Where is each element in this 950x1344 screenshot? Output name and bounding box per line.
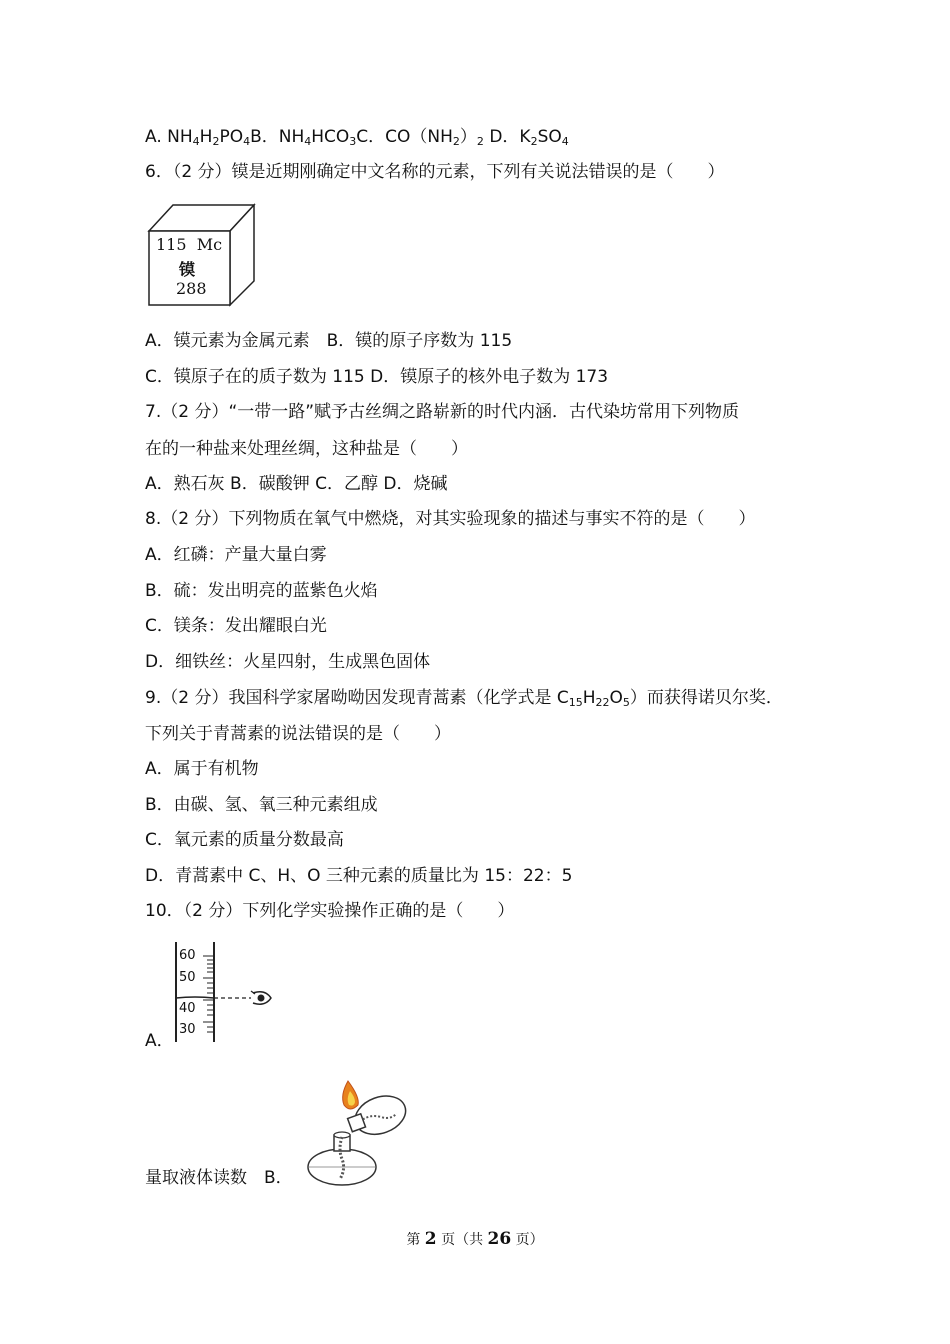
q6-stem: 6．（2 分）镆是近期刚确定中文名称的元素，下列有关说法错误的是（ ） (145, 162, 725, 182)
q6-options-ab: A．镆元素为金属元素 B．镆的原子序数为 115 (145, 331, 513, 351)
cylinder-tick-50: 50 (179, 970, 196, 985)
q9-option-c: C．氧元素的质量分数最高 (145, 830, 344, 850)
element-name: 镆 (179, 260, 196, 279)
cylinder-tick-30: 30 (179, 1022, 196, 1037)
q9-option-a: A．属于有机物 (145, 759, 259, 779)
alcohol-lamp-figure (300, 1075, 410, 1190)
cylinder-tick-40: 40 (179, 1001, 196, 1016)
page-number: 2 (424, 1229, 437, 1249)
q10-option-a-label: A． (145, 1031, 174, 1051)
q10-stem: 10．（2 分）下列化学实验操作正确的是（ ） (145, 901, 515, 921)
q7-stem-line2: 在的一种盐来处理丝绸，这种盐是（ ） (145, 439, 468, 459)
q9-option-d: D．青蒿素中 C、H、O 三种元素的质量比为 15：22：5 (145, 866, 573, 886)
alcohol-lamps-graphic (300, 1075, 410, 1190)
q10-option-a-caption: 量取液体读数 B． (145, 1168, 293, 1188)
q8-option-a: A．红磷：产量大量白雾 (145, 545, 327, 565)
q5-options: A. $NH_4H_2PO_4B$．$NH_4HCO_3C$．$CO(NH_2)_2$ D．$K_2SO_4$ (145, 127, 569, 148)
cylinder-tick-60: 60 (179, 948, 196, 963)
page-footer: 第 2 页（共 26 页） (406, 1229, 544, 1249)
q6-options-cd: C．镆原子在的质子数为 115 D．镆原子的核外电子数为 173 (145, 367, 609, 387)
element-mass: 288 (176, 279, 207, 298)
q8-option-c: C．镁条：发出耀眼白光 (145, 616, 327, 636)
q9-stem-line2: 下列关于青蒿素的说法错误的是（ ） (145, 724, 451, 744)
page-total: 26 (487, 1229, 512, 1249)
q8-option-b: B．硫：发出明亮的蓝紫色火焰 (145, 581, 378, 601)
q9-option-b: B．由碳、氢、氧三种元素组成 (145, 795, 378, 815)
element-card-figure (146, 203, 258, 307)
q9-stem-line1: 9.（2 分）我国科学家屠呦呦因发现青蒿素（化学式是 $C_{15}H_{22}O_5$）而获得诺贝尔奖． (145, 688, 783, 709)
q7-options: A．熟石灰 B．碳酸钾 C．乙醇 D．烧碱 (145, 474, 448, 494)
element-number-symbol: 115 Mc (156, 235, 223, 254)
q8-option-d: D．细铁丝：火星四射，生成黑色固体 (145, 652, 431, 672)
q7-stem-line1: 7.（2 分）“一带一路”赋予古丝绸之路崭新的时代内涵．古代染坊常用下列物质 (145, 402, 740, 422)
graduated-cylinder-figure (173, 942, 277, 1044)
q8-stem: 8.（2 分）下列物质在氧气中燃烧，对其实验现象的描述与事实不符的是（ ） (145, 509, 756, 529)
